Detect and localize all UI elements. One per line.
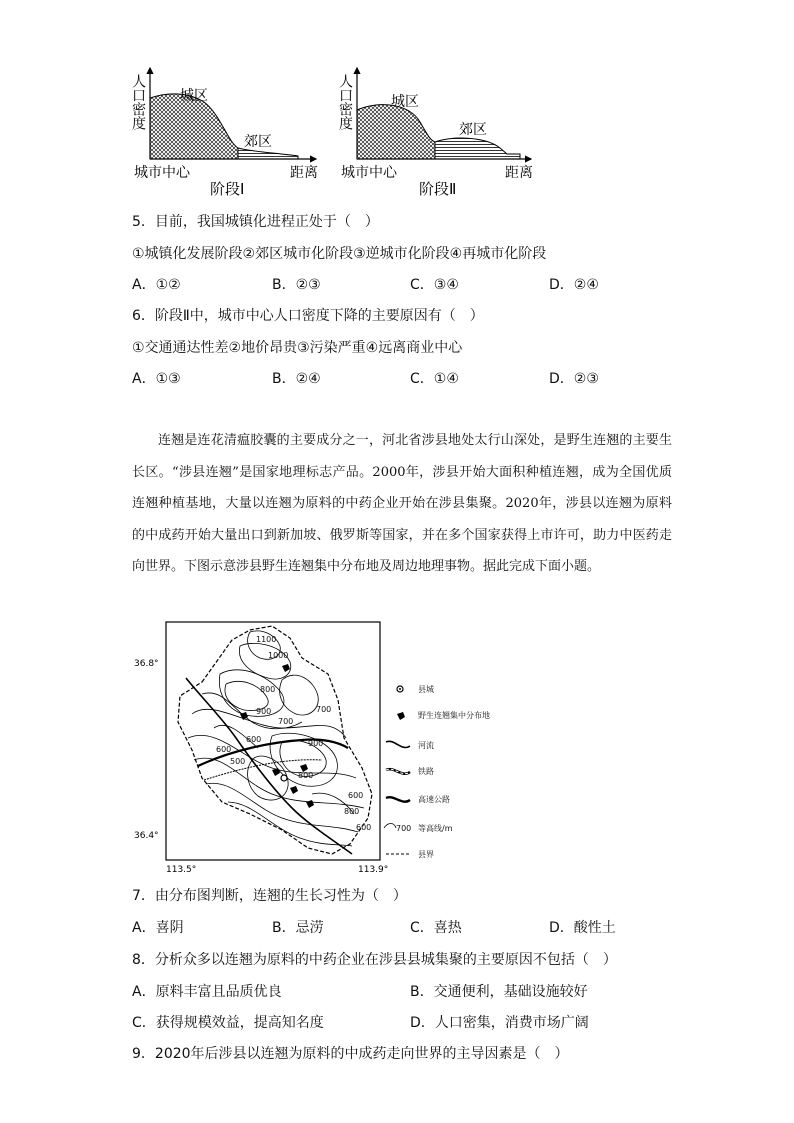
q9-stem: 9．2020年后涉县以连翘为原料的中成药走向世界的主导因素是（ ） [132,1046,569,1062]
q5-option-d[interactable]: D．②④ [549,277,599,293]
contour-label: 800 [344,807,360,816]
city-label: 城区 [180,88,208,104]
q6-option-d[interactable]: D．②③ [549,371,599,387]
svg-text:700: 700 [396,824,412,833]
q6-option-b[interactable]: B．②④ [272,371,321,387]
suburb-label: 郊区 [244,134,272,150]
x-end-label: 距离 [290,165,318,181]
q7-stem: 7．由分布图判断，连翘的生长习性为（ ） [132,888,407,904]
stage-label: 阶段Ⅱ [419,180,457,198]
contour-label: 800 [260,685,276,694]
q8-option-b[interactable]: B．交通便利，基础设施较好 [410,984,588,1000]
city-area [357,105,435,159]
x-origin-label: 城市中心 [134,165,190,181]
q6-choices: ①交通通达性差②地价昂贵③污染严重④远离商业中心 [132,340,463,356]
svg-text:河流: 河流 [418,741,434,750]
y-axis-label: 人口密度 [337,74,353,130]
map-legend [384,684,490,859]
contour-label: 900 [308,739,324,748]
q7-option-b[interactable]: B．忌涝 [272,920,324,936]
q7-option-d[interactable]: D．酸性土 [549,920,616,936]
contour-label: 600 [246,735,262,744]
contour-label: 700 [278,717,294,726]
chart-stage-1 [130,68,318,198]
contour-label: 700 [316,705,332,714]
suburb-label: 郊区 [459,122,487,138]
county-seat-mark [281,775,287,781]
lon-right: 113.9° [358,865,389,875]
stage-label: 阶段Ⅰ [210,180,245,198]
q7-option-c[interactable]: C．喜热 [410,920,462,936]
q8-option-a[interactable]: A．原料丰富且品质优良 [132,984,282,1000]
contour-label: 1000 [268,651,289,660]
svg-text:野生连翘集中分布地: 野生连翘集中分布地 [418,711,490,720]
suburb-area [435,138,520,159]
q6-stem: 6．阶段Ⅱ中，城市中心人口密度下降的主要原因有（ ） [132,308,484,324]
reading-passage [132,425,672,583]
svg-text:县城: 县城 [418,685,434,694]
q5-option-b[interactable]: B．②③ [272,277,321,293]
x-origin-label: 城市中心 [341,165,397,181]
q5-stem: 5．目前，我国城镇化进程正处于（ ） [132,214,379,230]
lat-bottom: 36.4° [134,831,159,841]
svg-text:铁路: 铁路 [418,767,434,776]
q8-option-c[interactable]: C．获得规模效益，提高知名度 [132,1015,324,1031]
chart-stage-2 [337,68,533,198]
q8-option-d[interactable]: D．人口密集，消费市场广阔 [410,1015,589,1031]
contour-label: 500 [230,757,246,766]
svg-text:等高线/m: 等高线/m [418,824,453,833]
svg-text:高速公路: 高速公路 [418,795,450,804]
contour-label: 1100 [256,635,277,644]
passage-text: 连翘是连花清瘟胶囊的主要成分之一，河北省涉县地处太行山深处，是野生连翘的主要生长区。“涉县连翘”是国家地理标志产品。2000年，涉县开始大面积种植连翘，成为全国优质连翘种植基地，大量以连翘为原料的中药企业开始在涉县集聚。2020年，涉县以连翘为原料的中成药开始大量出口到新加坡、俄罗斯等国家，并在多个国家获得上市许可，助力中医药走向世界。下图示意涉县野生连翘集中分布地及周边地理事物。据此完成下面小题。 [132,433,672,574]
q6-option-c[interactable]: C．①④ [410,371,459,387]
lat-top: 36.8° [134,659,159,669]
density-charts [128,62,548,202]
y-axis-label: 人口密度 [130,74,146,130]
q5-option-c[interactable]: C．③④ [410,277,459,293]
svg-text:县界: 县界 [418,850,434,859]
contour-label: 900 [256,707,272,716]
x-end-label: 距离 [505,165,533,181]
contour-label: 800 [298,771,314,780]
shexian-map [132,618,552,876]
contour-label: 600 [216,745,232,754]
contour-label: 600 [356,823,372,832]
contour-label: 600 [348,791,364,800]
q5-option-a[interactable]: A．①② [132,277,181,293]
lon-left: 113.5° [166,865,197,875]
q7-option-a[interactable]: A．喜阴 [132,920,184,936]
q8-stem: 8．分析众多以连翘为原料的中药企业在涉县县城集聚的主要原因不包括（ ） [132,952,617,968]
q6-option-a[interactable]: A．①③ [132,371,181,387]
city-label: 城区 [391,94,419,110]
q5-choices: ①城镇化发展阶段②郊区城市化阶段③逆城市化阶段④再城市化阶段 [132,246,547,262]
